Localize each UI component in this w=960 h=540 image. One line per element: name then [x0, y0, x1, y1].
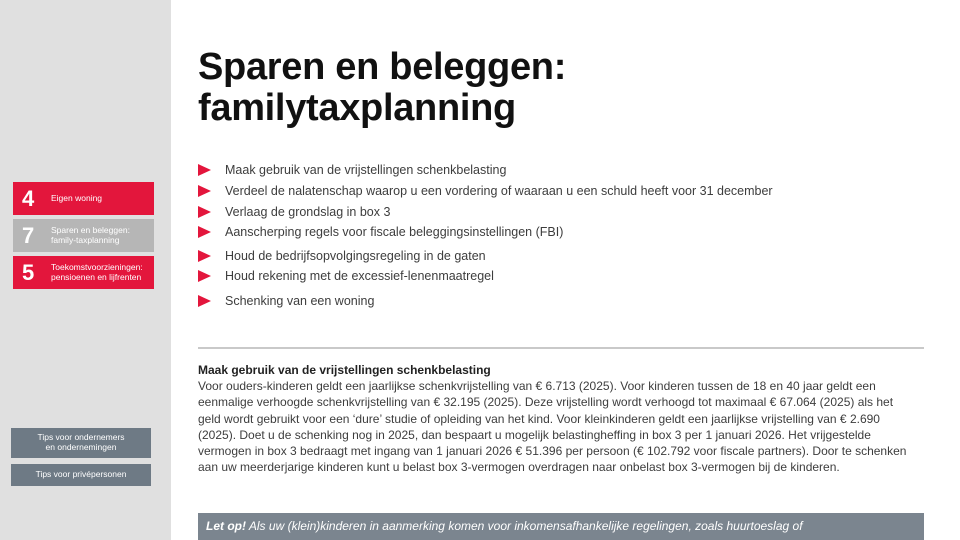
- topic-label: Aanscherping regels voor fiscale beleggingsinstellingen (FBI): [225, 225, 564, 239]
- chapter-label: Toekomstvoorzieningen: pensioenen en lijfrenten: [51, 261, 143, 282]
- topic-link-grondslag-box3[interactable]: [198, 205, 390, 219]
- topic-label: Maak gebruik van de vrijstellingen schenkbelasting: [225, 163, 507, 177]
- arrow-right-icon: [198, 164, 211, 176]
- arrow-right-icon: [198, 185, 211, 197]
- arrow-right-icon: [198, 226, 211, 238]
- chapter-number: 5: [22, 259, 35, 285]
- topic-label: Houd rekening met de excessief-lenenmaatregel: [225, 269, 494, 283]
- topic-label: Verlaag de grondslag in box 3: [225, 205, 391, 219]
- chapter-number: 7: [22, 222, 35, 248]
- topic-link-vrijstellingen[interactable]: [198, 163, 506, 177]
- tips-ondernemers-button[interactable]: Tips voor ondernemers en ondernemingen: [11, 428, 151, 458]
- chapter-number: 4: [22, 185, 35, 211]
- topic-label: Schenking van een woning: [225, 294, 375, 308]
- tips-privepersonen-button[interactable]: Tips voor privépersonen: [11, 464, 151, 486]
- arrow-right-icon: [198, 295, 211, 307]
- section-heading: Maak gebruik van de vrijstellingen schenkbelasting: [198, 363, 491, 377]
- topic-link-fbi[interactable]: [198, 225, 563, 239]
- topic-link-schenking-woning[interactable]: [198, 294, 374, 308]
- topic-link-nalatenschap[interactable]: [198, 184, 773, 198]
- topic-label: Houd de bedrijfsopvolgingsregeling in de gaten: [225, 249, 486, 263]
- arrow-right-icon: [198, 250, 211, 262]
- chapter-5-toekomstvoorzieningen[interactable]: [13, 256, 154, 289]
- topic-label: Verdeel de nalatenschap waarop u een vordering of waaraan u een schuld heeft voor 31 december: [225, 184, 773, 198]
- let-op-note: [198, 513, 924, 540]
- sidebar: [0, 0, 171, 540]
- chapter-label: Sparen en beleggen: family-taxplanning: [51, 224, 130, 245]
- arrow-right-icon: [198, 270, 211, 282]
- section-vrijstellingen: [198, 362, 910, 475]
- topic-link-excessief-lenen[interactable]: [198, 269, 494, 283]
- note-text: Als uw (klein)kinderen in aanmerking komen voor inkomensafhankelijke regelingen, zoals huurtoeslag of: [246, 519, 803, 533]
- note-lead: Let op!: [206, 519, 246, 533]
- page-title: Sparen en beleggen: familytaxplanning: [198, 46, 567, 130]
- chapter-label: Eigen woning: [51, 192, 103, 203]
- arrow-right-icon: [198, 206, 211, 218]
- chapter-7-sparen-en-beleggen[interactable]: [13, 219, 154, 252]
- section-divider: [198, 347, 924, 349]
- section-body: Voor ouders-kinderen geldt een jaarlijkse schenkvrijstelling van € 6.713 (2025). Voor kinderen tussen de 18 en 40 jaar geldt een eenmalige verhoogde schenkvrijstelling van € 32.195 (2025). Deze vrijstelling wordt verhoogd tot maximaal € 67.064 (2025) als het geld wordt gebruikt voor een ‘dure’ studie of opleiding van het kind. Voor kleinkinderen geldt een jaarlijkse vrijstelling van € 2.690 (2025). Doet u de schenking nog in 2025, dan bespaart u mogelijk belastingheffing in box 3 per 1 januari 2026. Het vrijgestelde vermogen in box 3 bedraagt met ingang van 1 januari 2026 € 51.396 per persoon (€ 102.792 voor fiscale partners). Door te schenken aan uw meerderjarige kinderen kunt u belast box 3-vermogen overdragen naar onbelast box 3-vermogen bij de kinderen.: [198, 379, 907, 475]
- chapter-4-eigen-woning[interactable]: [13, 182, 154, 215]
- topic-link-bedrijfsopvolging[interactable]: [198, 249, 486, 263]
